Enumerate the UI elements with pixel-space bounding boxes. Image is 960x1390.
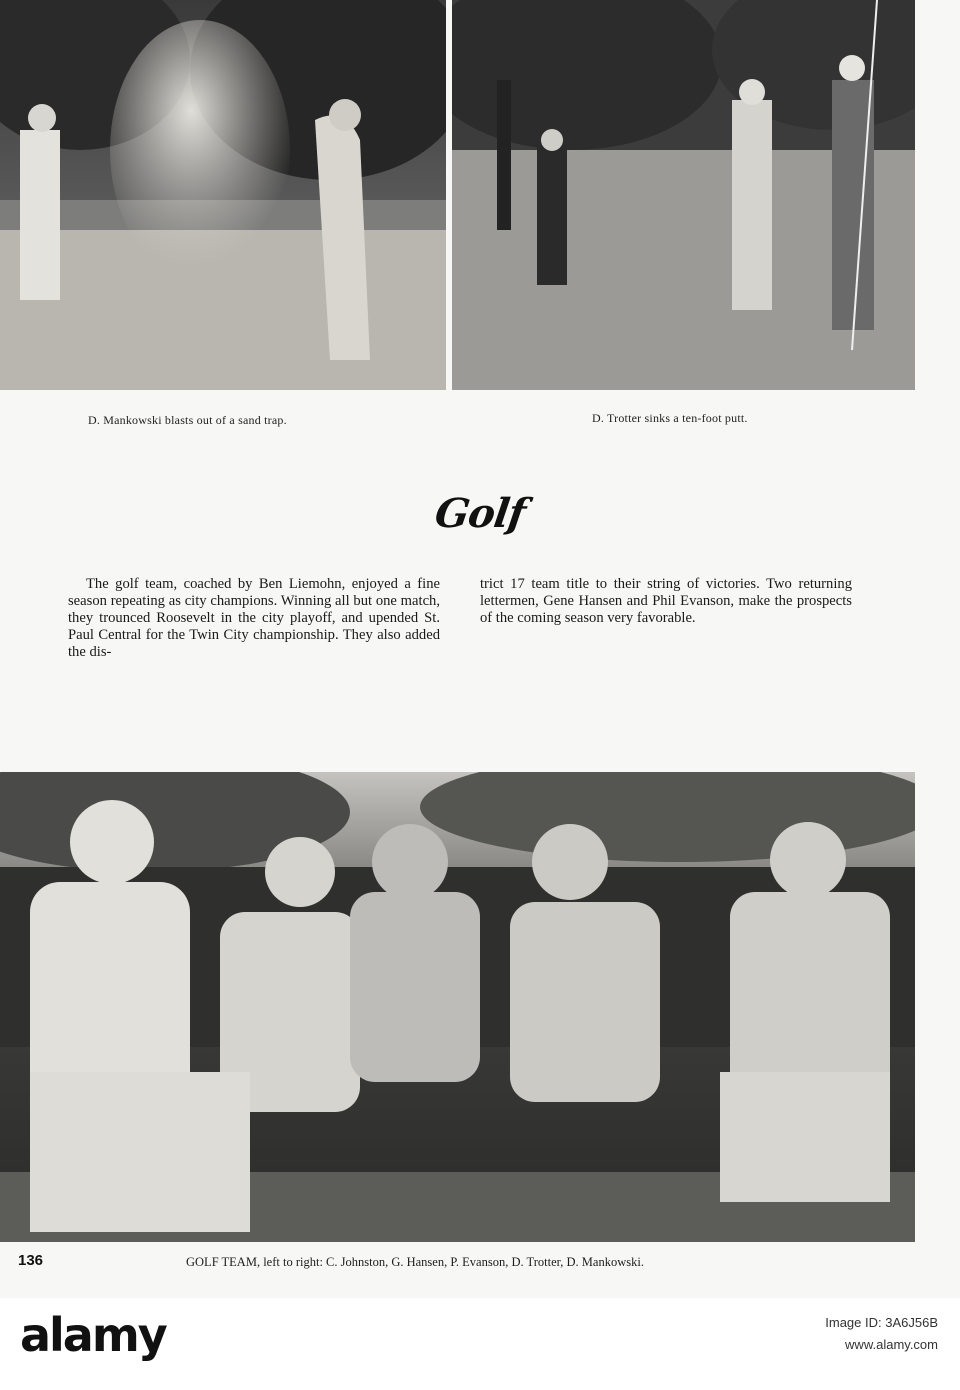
article-column-1 — [68, 576, 440, 661]
watermark-image-info — [825, 1312, 938, 1356]
putting-caption: D. Trotter sinks a ten-foot putt. — [592, 411, 748, 425]
article-text-2: trict 17 team title to their string of victories. Two returning lettermen, Gene Hansen and Phil Evanson, make the prospects of the coming season very favorable. — [480, 576, 852, 626]
putting-green-photo — [452, 0, 915, 390]
watermark-logo: alamy — [20, 1308, 166, 1362]
golf-team-photo — [0, 772, 915, 1242]
sand-trap-photo — [0, 0, 446, 390]
article-column-2 — [480, 576, 852, 627]
page-number: 136 — [18, 1252, 44, 1269]
sand-trap-caption: D. Mankowski blasts out of a sand trap. — [88, 413, 287, 427]
team-photo-caption: GOLF TEAM, left to right: C. Johnston, G. Hansen, P. Evanson, D. Trotter, D. Mankowski. — [186, 1255, 644, 1269]
page-title: Golf — [432, 490, 528, 537]
article-text-1: The golf team, coached by Ben Liemohn, enjoyed a fine season repeating as city champions. Winning all but one match, they trounced Roosevelt in the city playoff, and upended St. Paul Central for the Twin City championship. They also added the dis- — [68, 576, 440, 660]
watermark-site: www.alamy.com — [845, 1337, 938, 1352]
watermark-image-id: Image ID: 3A6J56B — [825, 1315, 938, 1330]
